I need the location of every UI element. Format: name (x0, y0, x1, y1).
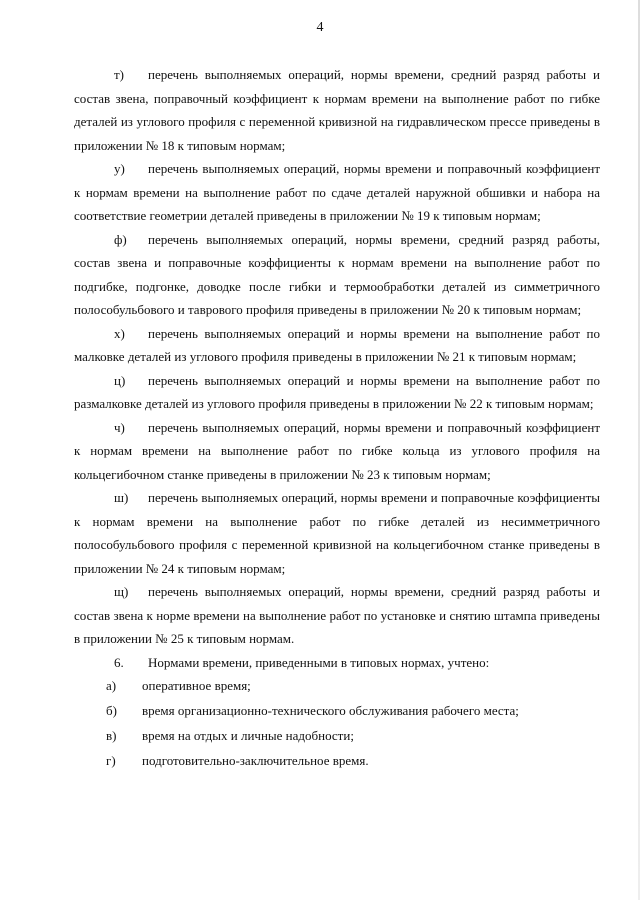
paragraph-marker: щ) (114, 584, 129, 599)
paragraph-text: перечень выполняемых операций, нормы времени, средний разряд работы, состав звена и поправочные коэффициенты к нормам времени на выполнение работ по подгибке, подгонке, доводке после гибки и термообработки деталей из симметричного полособульбового и таврового профиля приведены в приложении № 20 к типовым нормам; (74, 231, 600, 317)
list-marker: б) (106, 703, 117, 718)
list-marker: в) (106, 728, 117, 743)
list-item-text: время организационно-технического обслуживания рабочего места; (142, 703, 519, 718)
paragraph-marker: ш) (114, 490, 129, 505)
paragraph-ch (74, 416, 600, 487)
paragraph-ts (74, 369, 600, 416)
list-marker: г) (106, 753, 116, 768)
list-item (74, 749, 600, 773)
paragraph-marker: ч) (114, 419, 125, 435)
list-marker: а) (106, 678, 117, 693)
section-number: 6. (114, 654, 124, 670)
list-item (74, 674, 600, 698)
paragraph-marker: ц) (114, 372, 126, 388)
document-body (74, 63, 600, 774)
paragraph-marker: у) (114, 161, 125, 176)
paragraph-t (74, 63, 600, 157)
page-number: 4 (316, 20, 324, 35)
paragraph-u (74, 157, 600, 228)
list-item-text: время на отдых и личные надобности; (142, 728, 354, 743)
paragraph-text: перечень выполняемых операций, нормы времени и поправочный коэффициент к нормам времени на выполнение работ по сдаче деталей наружной обшивки и набора на соответствие геометрии деталей приведены в приложении № 19 к типовым нормам; (74, 161, 600, 223)
list-item-text: оперативное время; (142, 678, 251, 693)
paragraph-text: перечень выполняемых операций и нормы времени на выполнение работ по малковке деталей из углового профиля приведены в приложении № 21 к типовым нормам; (74, 325, 600, 364)
section-text: Нормами времени, приведенными в типовых нормах, учтено: (148, 654, 490, 670)
paragraph-text: перечень выполняемых операций, нормы времени, средний разряд работы и состав звена, поправочный коэффициент к нормам времени на выполнение работ по гибке деталей из углового профиля с переменной кривизной на гидравлическом прессе приведены в приложении № 18 к типовым нормам; (74, 67, 600, 153)
paragraph-text: перечень выполняемых операций и нормы времени на выполнение работ по размалковке деталей из углового профиля приведены в приложении № 22 к типовым нормам; (74, 372, 600, 411)
paragraph-text: перечень выполняемых операций, нормы времени и поправочный коэффициент к нормам времени на выполнение работ по гибке кольца из углового профиля на кольцегибочном станке приведены в приложении № 23 к типовым нормам; (74, 419, 600, 482)
paragraph-marker: т) (114, 67, 125, 82)
paragraph-shch (74, 580, 600, 651)
list-item (74, 699, 600, 723)
paragraph-kh (74, 322, 600, 369)
paragraph-sh (74, 486, 600, 580)
section-6-heading (74, 651, 600, 675)
paragraph-marker: х) (114, 325, 125, 341)
paragraph-text: перечень выполняемых операций, нормы времени, средний разряд работы и состав звена к норме времени на выполнение работ по установке и снятию штампа приведены в приложении № 25 к типовым нормам. (74, 584, 600, 646)
paragraph-marker: ф) (114, 231, 127, 247)
paragraph-f (74, 228, 600, 322)
list-item-text: подготовительно-заключительное время. (142, 753, 369, 768)
list-item (74, 724, 600, 748)
paragraph-text: перечень выполняемых операций, нормы времени и поправочные коэффициенты к нормам времени на выполнение работ по гибке деталей из несимметричного полособульбового профиля с переменной кривизной на кольцегибочном станке приведены в приложении № 24 к типовым нормам; (74, 490, 600, 576)
